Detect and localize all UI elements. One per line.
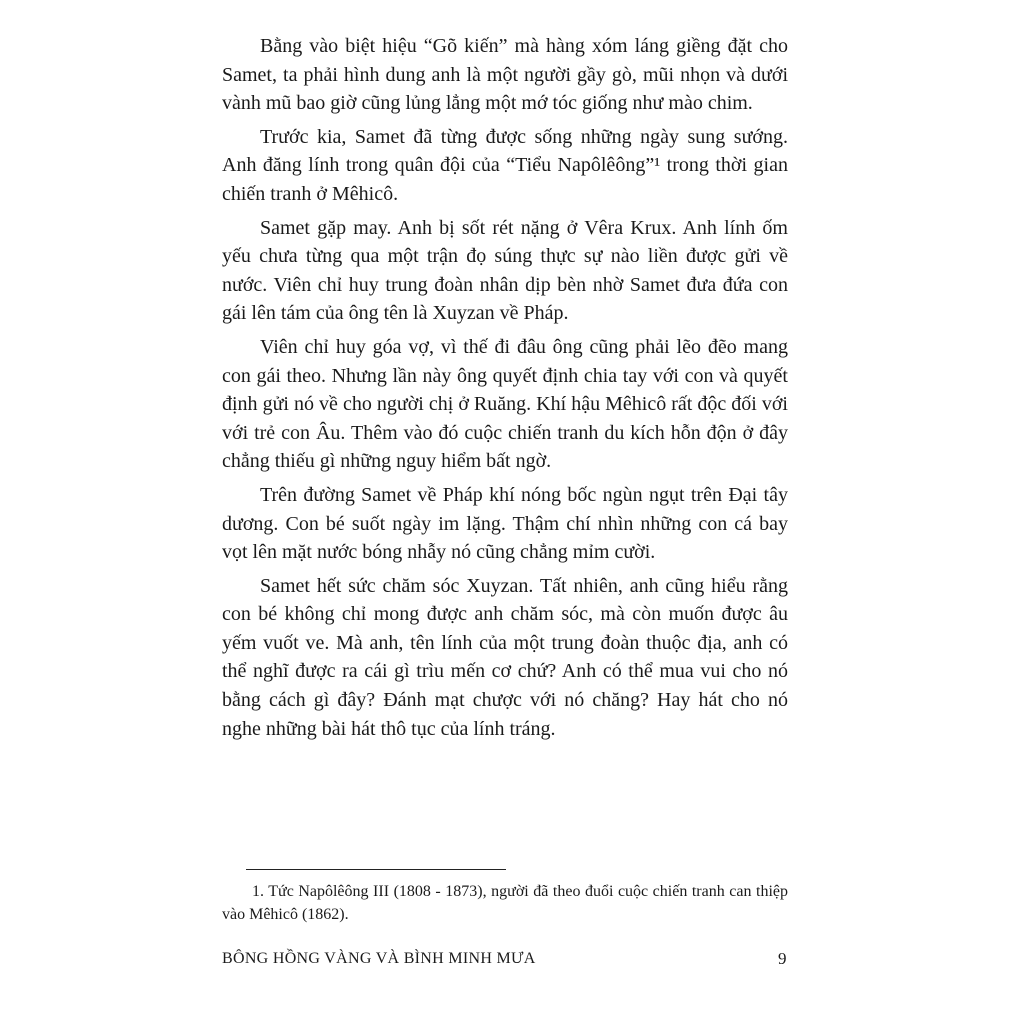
paragraph: Trước kia, Samet đã từng được sống những ngày sung sướng. Anh đăng lính trong quân đội của “Tiểu Napôlêông”¹ trong thời gian chiến tranh ở Mêhicô. — [222, 125, 788, 205]
footnote: 1. Tức Napôlêông III (1808 - 1873), người đã theo đuổi cuộc chiến tranh can thiệp vào Mêhicô (1862). — [222, 883, 788, 923]
paragraph: Trên đường Samet về Pháp khí nóng bốc ngùn ngụt trên Đại tây dương. Con bé suốt ngày im lặng. Thậm chí nhìn những con cá bay vọt lên mặt nước bóng nhẫy nó cũng chẳng mỉm cười. — [222, 483, 788, 564]
paragraph: Viên chỉ huy góa vợ, vì thế đi đâu ông cũng phải lẽo đẽo mang con gái theo. Nhưng lần này ông quyết định chia tay với con và quyết định gửi nó về cho người chị ở Ruăng. Khí hậu Mêhicô rất độc đối với với trẻ con Âu. Thêm vào đó cuộc chiến tranh du kích hỗn độn ở đây chẳng thiếu gì những nguy hiểm bất ngờ. — [222, 335, 788, 473]
paragraph: Samet hết sức chăm sóc Xuyzan. Tất nhiên, anh cũng hiểu rằng con bé không chỉ mong được anh chăm sóc, mà còn muốn được âu yếm vuốt ve. Mà anh, tên lính của một trung đoàn thuộc địa, anh có thể nghĩ được ra cái gì trìu mến cơ chứ? Anh có thể mua vui cho nó bằng cách gì đây? Đánh mạt chược với nó chăng? Hay hát cho nó nghe những bài hát thô tục của lính tráng. — [222, 574, 788, 740]
paragraph: Samet gặp may. Anh bị sốt rét nặng ở Vêra Krux. Anh lính ốm yếu chưa từng qua một trận đọ súng thực sự nào liền được gửi về nước. Viên chỉ huy trung đoàn nhân dịp bèn nhờ Samet đưa đứa con gái lên tám của ông tên là Xuyzan về Pháp. — [222, 216, 788, 325]
paragraph: Bằng vào biệt hiệu “Gõ kiến” mà hàng xóm láng giềng đặt cho Samet, ta phải hình dung anh là một người gầy gò, mũi nhọn và dưới vành mũ bao giờ cũng lủng lẳng một mớ tóc giống như mào chim. — [222, 35, 788, 115]
page-number: 9 — [778, 949, 787, 968]
footnote-divider — [246, 869, 506, 870]
body-text — [222, 32, 788, 748]
running-title: BÔNG HỒNG VÀNG VÀ BÌNH MINH MƯA — [222, 950, 536, 967]
